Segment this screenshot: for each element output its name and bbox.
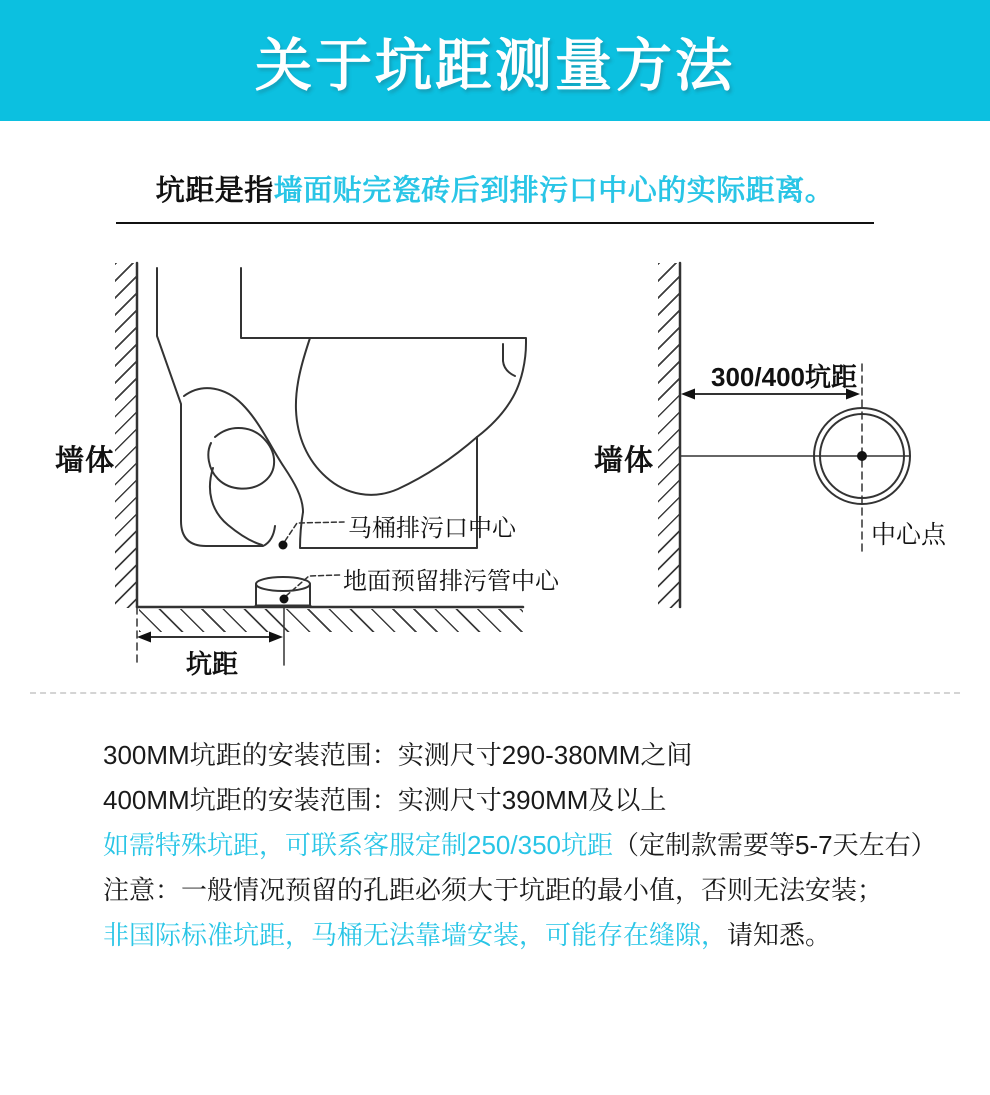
note-3-black: （定制款需要等5-7天左右） — [612, 830, 937, 860]
toilet-outlet-center-label: 马桶排污口中心 — [348, 515, 516, 542]
subtitle-prefix: 坑距是指 — [155, 175, 274, 207]
distance-300-400-label: 300/400坑距 — [711, 362, 857, 392]
subtitle-highlight: 墙面贴完瓷砖后到排污口中心的实际距离。 — [273, 175, 835, 207]
toilet-trap-loop — [208, 428, 274, 489]
right-wall-label: 墙体 — [594, 445, 655, 477]
note-line-4 — [103, 868, 963, 913]
page-title: 关于坑距测量方法 — [255, 33, 735, 98]
outlet-center-dot — [279, 541, 288, 550]
distance-arrowhead-left — [681, 389, 695, 400]
note-line-3 — [103, 823, 963, 868]
left-wall-label: 墙体 — [55, 445, 116, 477]
toilet-tank-left-edge — [157, 268, 275, 546]
note-5-cyan: 非国际标准坑距，马桶无法靠墙安装，可能存在缝隙， — [103, 920, 728, 950]
center-point-label: 中心点 — [871, 521, 947, 549]
pit-arrowhead-left — [137, 632, 151, 643]
section-divider — [30, 692, 960, 694]
notes-block — [103, 733, 963, 958]
pipe-cylinder-top — [256, 577, 310, 591]
floor-pipe-center-label: 地面预留排污管中心 — [343, 568, 559, 595]
note-5-black: 请知悉。 — [727, 920, 832, 950]
toilet-trap-upper-curve — [184, 388, 303, 512]
note-1-black: 300MM坑距的安装范围：实测尺寸290-380MM之间 — [103, 740, 693, 770]
pit-distance-label: 坑距 — [186, 649, 239, 679]
circle-center-dot — [857, 451, 867, 461]
note-3-cyan: 如需特殊坑距，可联系客服定制250/350坑距 — [103, 830, 613, 860]
note-line-2 — [103, 778, 963, 823]
toilet-bowl-inner-curve — [296, 338, 477, 495]
toilet-bowl-right-edge — [241, 268, 526, 437]
pit-arrowhead-right — [269, 632, 283, 643]
outlet-leader-line — [285, 522, 344, 541]
note-4-black: 注意：一般情况预留的孔距必须大于坑距的最小值，否则无法安装； — [103, 875, 884, 905]
toilet-rim-hook — [503, 344, 515, 376]
note-line-5 — [103, 913, 963, 958]
pipe-center-dot — [280, 595, 289, 604]
note-2-black: 400MM坑距的安装范围：实测尺寸390MM及以上 — [103, 785, 667, 815]
note-line-1 — [103, 733, 963, 778]
